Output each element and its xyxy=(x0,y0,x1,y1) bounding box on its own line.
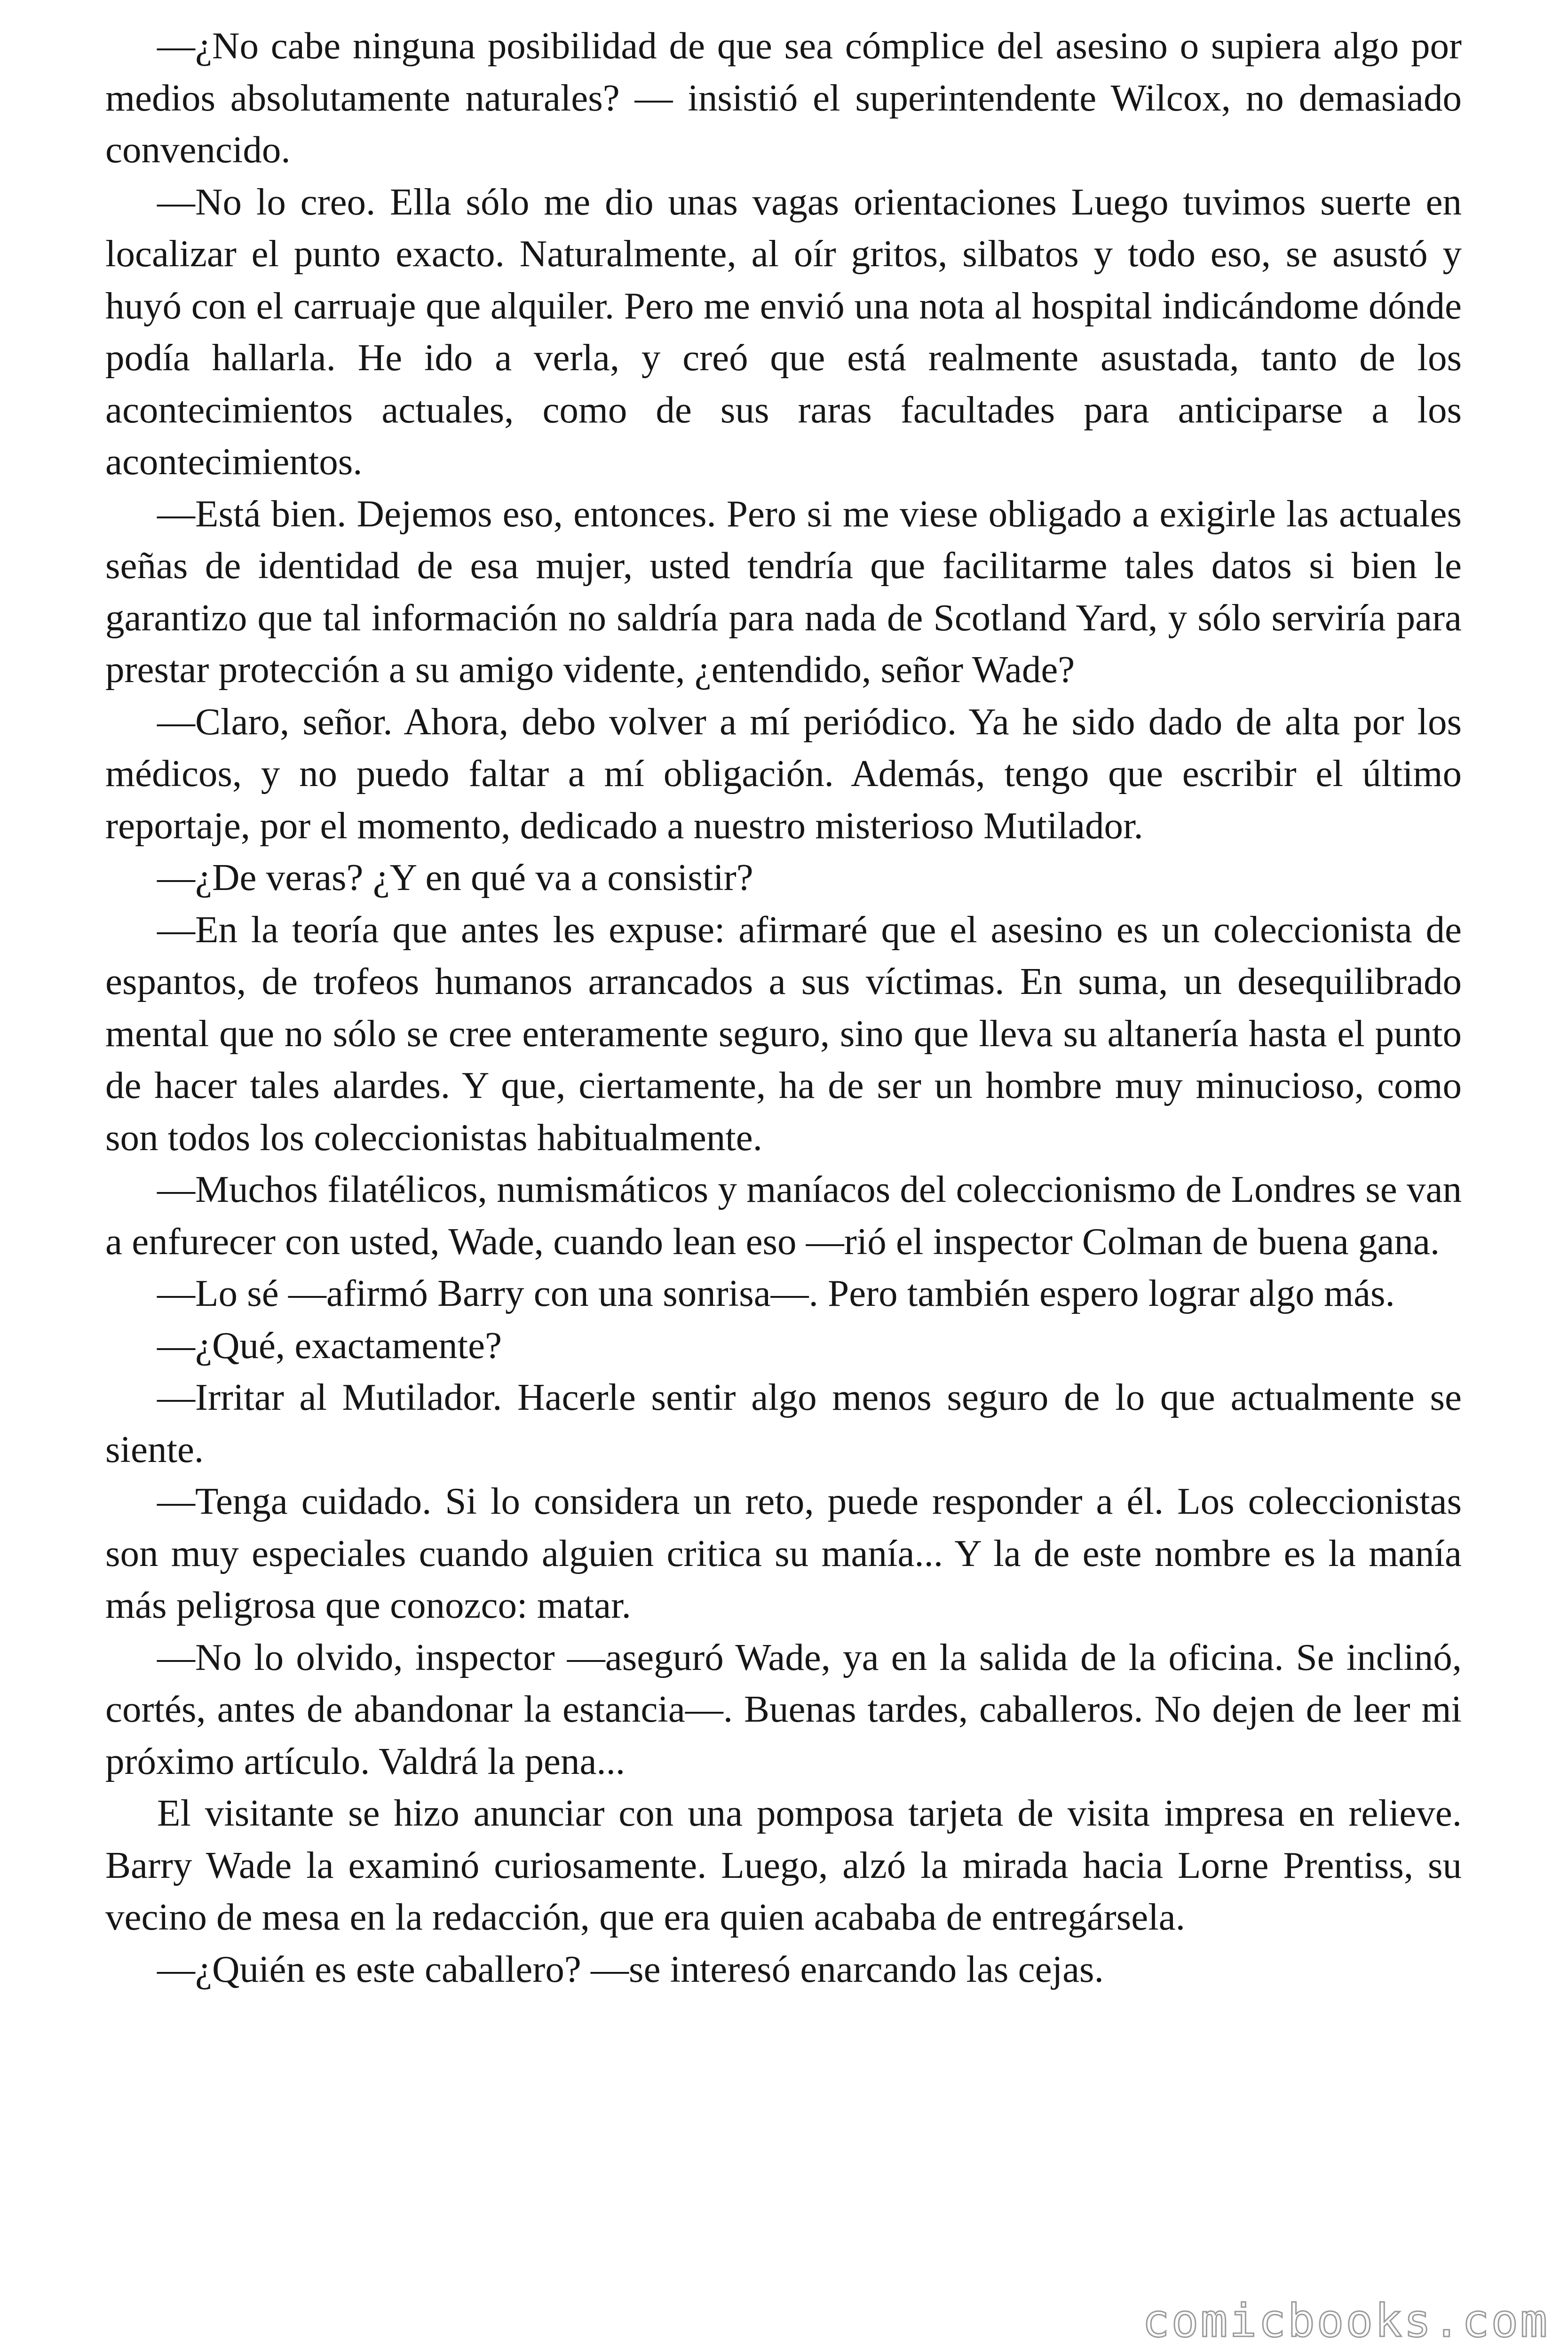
paragraph: —¿Quién es este caballero? —se interesó enarcando las cejas. xyxy=(157,1947,1104,1990)
paragraph: —¿Qué, exactamente? xyxy=(157,1324,502,1367)
watermark: comicbooks.com xyxy=(1142,2295,1549,2347)
paragraph: —Lo sé —afirmó Barry con una sonrisa—. Pero también espero lograr algo más. xyxy=(157,1272,1395,1314)
paragraph: —No lo olvido, inspector —aseguró Wade, ya en la salida de la oficina. Se inclinó, cortés, antes de abandonar la estancia—. Buenas tardes, caballeros. No dejen de leer mi próximo artículo. Valdrá la pena... xyxy=(105,1636,1462,1782)
paragraph: —No lo creo. Ella sólo me dio unas vagas orientaciones Luego tuvimos suerte en localizar el punto exacto. Naturalmente, al oír gritos, silbatos y todo eso, se asustó y huyó con el carruaje que alquiler. Pero me envió una nota al hospital indicándome dónde podía hallarla. He ido a verla, y creó que está realmente asustada, tanto de los acontecimientos actuales, como de sus raras facultades para anticiparse a los acontecimientos. xyxy=(105,180,1462,483)
paragraph: El visitante se hizo anunciar con una pomposa tarjeta de visita impresa en relieve. Barry Wade la examinó curiosamente. Luego, alzó la mirada hacia Lorne Prentiss, su vecino de mesa en la redacción, que era quien acababa de entregársela. xyxy=(105,1792,1462,1938)
body-text xyxy=(105,20,1462,1995)
paragraph: —Tenga cuidado. Si lo considera un reto, puede responder a él. Los coleccionistas son muy especiales cuando alguien critica su manía... Y la de este nombre es la manía más peligrosa que conozco: matar. xyxy=(105,1480,1462,1626)
paragraph: —¿No cabe ninguna posibilidad de que sea cómplice del asesino o supiera algo por medios absolutamente naturales? — insistió el superintendente Wilcox, no demasiado convencido. xyxy=(105,24,1462,171)
paragraph: —En la teoría que antes les expuse: afirmaré que el asesino es un coleccionista de espantos, de trofeos humanos arrancados a sus víctimas. En suma, un desequilibrado mental que no sólo se cree enteramente seguro, sino que lleva su altanería hasta el punto de hacer tales alardes. Y que, ciertamente, ha de ser un hombre muy minucioso, como son todos los coleccionistas habitualmente. xyxy=(105,908,1462,1159)
paragraph: —Irritar al Mutilador. Hacerle sentir algo menos seguro de lo que actualmente se siente. xyxy=(105,1376,1462,1470)
paragraph: —Está bien. Dejemos eso, entonces. Pero si me viese obligado a exigirle las actuales señas de identidad de esa mujer, usted tendría que facilitarme tales datos si bien le garantizo que tal información no saldría para nada de Scotland Yard, y sólo serviría para prestar protección a su amigo vidente, ¿entendido, señor Wade? xyxy=(105,492,1462,691)
paragraph: —¿De veras? ¿Y en qué va a consistir? xyxy=(157,856,753,898)
paragraph: —Muchos filatélicos, numismáticos y maníacos del coleccionismo de Londres se van a enfurecer con usted, Wade, cuando lean eso —rió el inspector Colman de buena gana. xyxy=(105,1168,1462,1263)
paragraph: —Claro, señor. Ahora, debo volver a mí periódico. Ya he sido dado de alta por los médicos, y no puedo faltar a mí obligación. Además, tengo que escribir el último reportaje, por el momento, dedicado a nuestro misterioso Mutilador. xyxy=(105,700,1462,847)
